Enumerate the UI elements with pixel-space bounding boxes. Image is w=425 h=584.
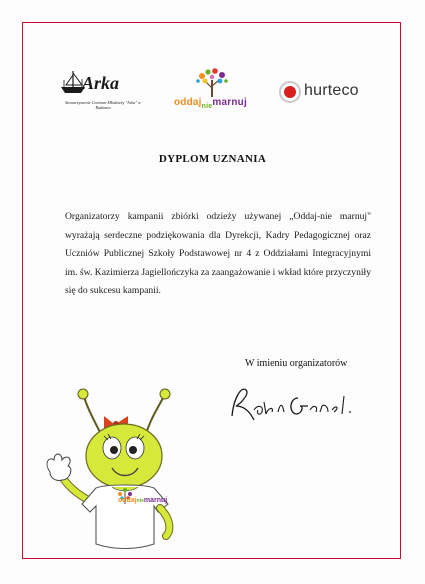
arka-subtitle: Stowarzyszenie Centrum Młodzieży "Arka" w Radomiu: [65, 100, 141, 110]
oddaj-word: oddaj: [174, 97, 202, 108]
diploma-body: [65, 208, 371, 301]
tree-icon: [192, 68, 232, 98]
mascot-illustration: [36, 384, 202, 556]
marnuj-word: marnuj: [212, 97, 247, 108]
shirt-nie-word: nie: [136, 498, 144, 504]
nie-word: nie: [201, 103, 213, 110]
arka-logo: [58, 69, 148, 121]
hurteco-circle-icon: [278, 80, 302, 104]
oddaj-nie-marnuj-logo: [170, 68, 256, 118]
mascot-shirt-wordmark: [118, 497, 167, 504]
body-paragraph: Organizatorzy kampanii zbiórki odzieży używanej „Oddaj-nie marnuj" wyrażają serdeczne podziękowania dla Dyrekcji, Kadry Pedagogicznej oraz Uczniów Publicznej Szkoły Podstawowej nr 4 z Oddziałami Integracyjnymi im. św. Kazimierza Jagiellończyka za zaangażowanie i wkład które przyczyniły się do sukcesu kampanii.: [65, 211, 371, 296]
hurteco-logo: [278, 74, 388, 114]
arka-name: Arka: [82, 73, 120, 93]
page-title: DYPLOM UZNANIA: [158, 153, 267, 165]
closing-line: W imieniu organizatorów: [245, 358, 348, 369]
handwritten-signature: [224, 376, 364, 432]
hurteco-name: hurteco: [304, 82, 359, 99]
shirt-marnuj-word: marnuj: [143, 497, 168, 504]
shirt-oddaj-word: oddaj: [118, 497, 137, 504]
oddaj-nie-marnuj-wordmark: [174, 97, 247, 108]
